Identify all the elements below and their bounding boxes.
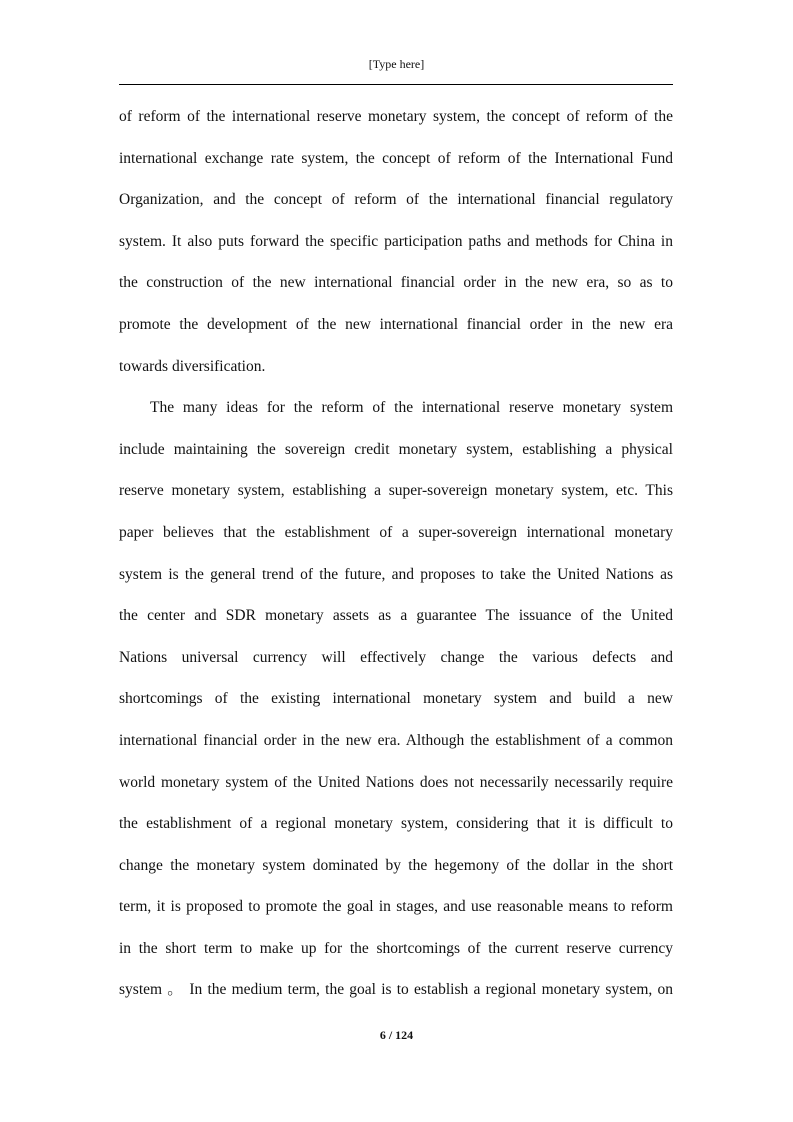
paragraph-1-line: international exchange rate system, the concept of reform of the International Fund (119, 149, 673, 167)
paragraph-2-line: term, it is proposed to promote the goal in stages, and use reasonable means to reform (119, 898, 673, 916)
paragraph-2-line: system 。 In the medium term, the goal is to establish a regional monetary system, on (119, 981, 673, 999)
paragraph-2-line: include maintaining the sovereign credit monetary system, establishing a physical (119, 440, 673, 458)
header-divider (119, 84, 673, 85)
paragraph-2-line: the center and SDR monetary assets as a guarantee The issuance of the United (119, 607, 673, 625)
paragraph-1-line: of reform of the international reserve monetary system, the concept of reform of the (119, 108, 673, 125)
page-number: 6 / 124 (379, 1028, 414, 1042)
paragraph-2-line: The many ideas for the reform of the international reserve monetary system (150, 399, 673, 417)
paragraph-1-line: system. It also puts forward the specific participation paths and methods for China in (119, 232, 673, 250)
paragraph-2-line: change the monetary system dominated by the hegemony of the dollar in the short (119, 856, 673, 874)
paragraph-1-line: towards diversification. (119, 357, 266, 375)
body-text (119, 96, 673, 1011)
paragraph-2-line: world monetary system of the United Nations does not necessarily necessarily require (119, 773, 673, 791)
paragraph-2-line: international financial order in the new era. Although the establishment of a common (119, 731, 673, 749)
paragraph-1-line: the construction of the new international financial order in the new era, so as to (119, 274, 673, 292)
paragraph-2-line: system is the general trend of the future, and proposes to take the United Nations as (119, 565, 673, 583)
paragraph-2-line: reserve monetary system, establishing a super-sovereign monetary system, etc. This (119, 482, 673, 500)
page-header: [Type here] (368, 57, 425, 71)
paragraph-1-line: Organization, and the concept of reform of the international financial regulatory (119, 191, 673, 209)
paragraph-2-line: shortcomings of the existing international monetary system and build a new (119, 690, 673, 708)
paragraph-2-line: Nations universal currency will effectively change the various defects and (119, 648, 673, 666)
paragraph-1-line: promote the development of the new international financial order in the new era (119, 315, 673, 333)
paragraph-2-line: the establishment of a regional monetary system, considering that it is difficult to (119, 815, 673, 833)
paragraph-2-line: paper believes that the establishment of a super-sovereign international monetary (119, 523, 673, 541)
paragraph-2-line: in the short term to make up for the shortcomings of the current reserve currency (119, 939, 673, 957)
